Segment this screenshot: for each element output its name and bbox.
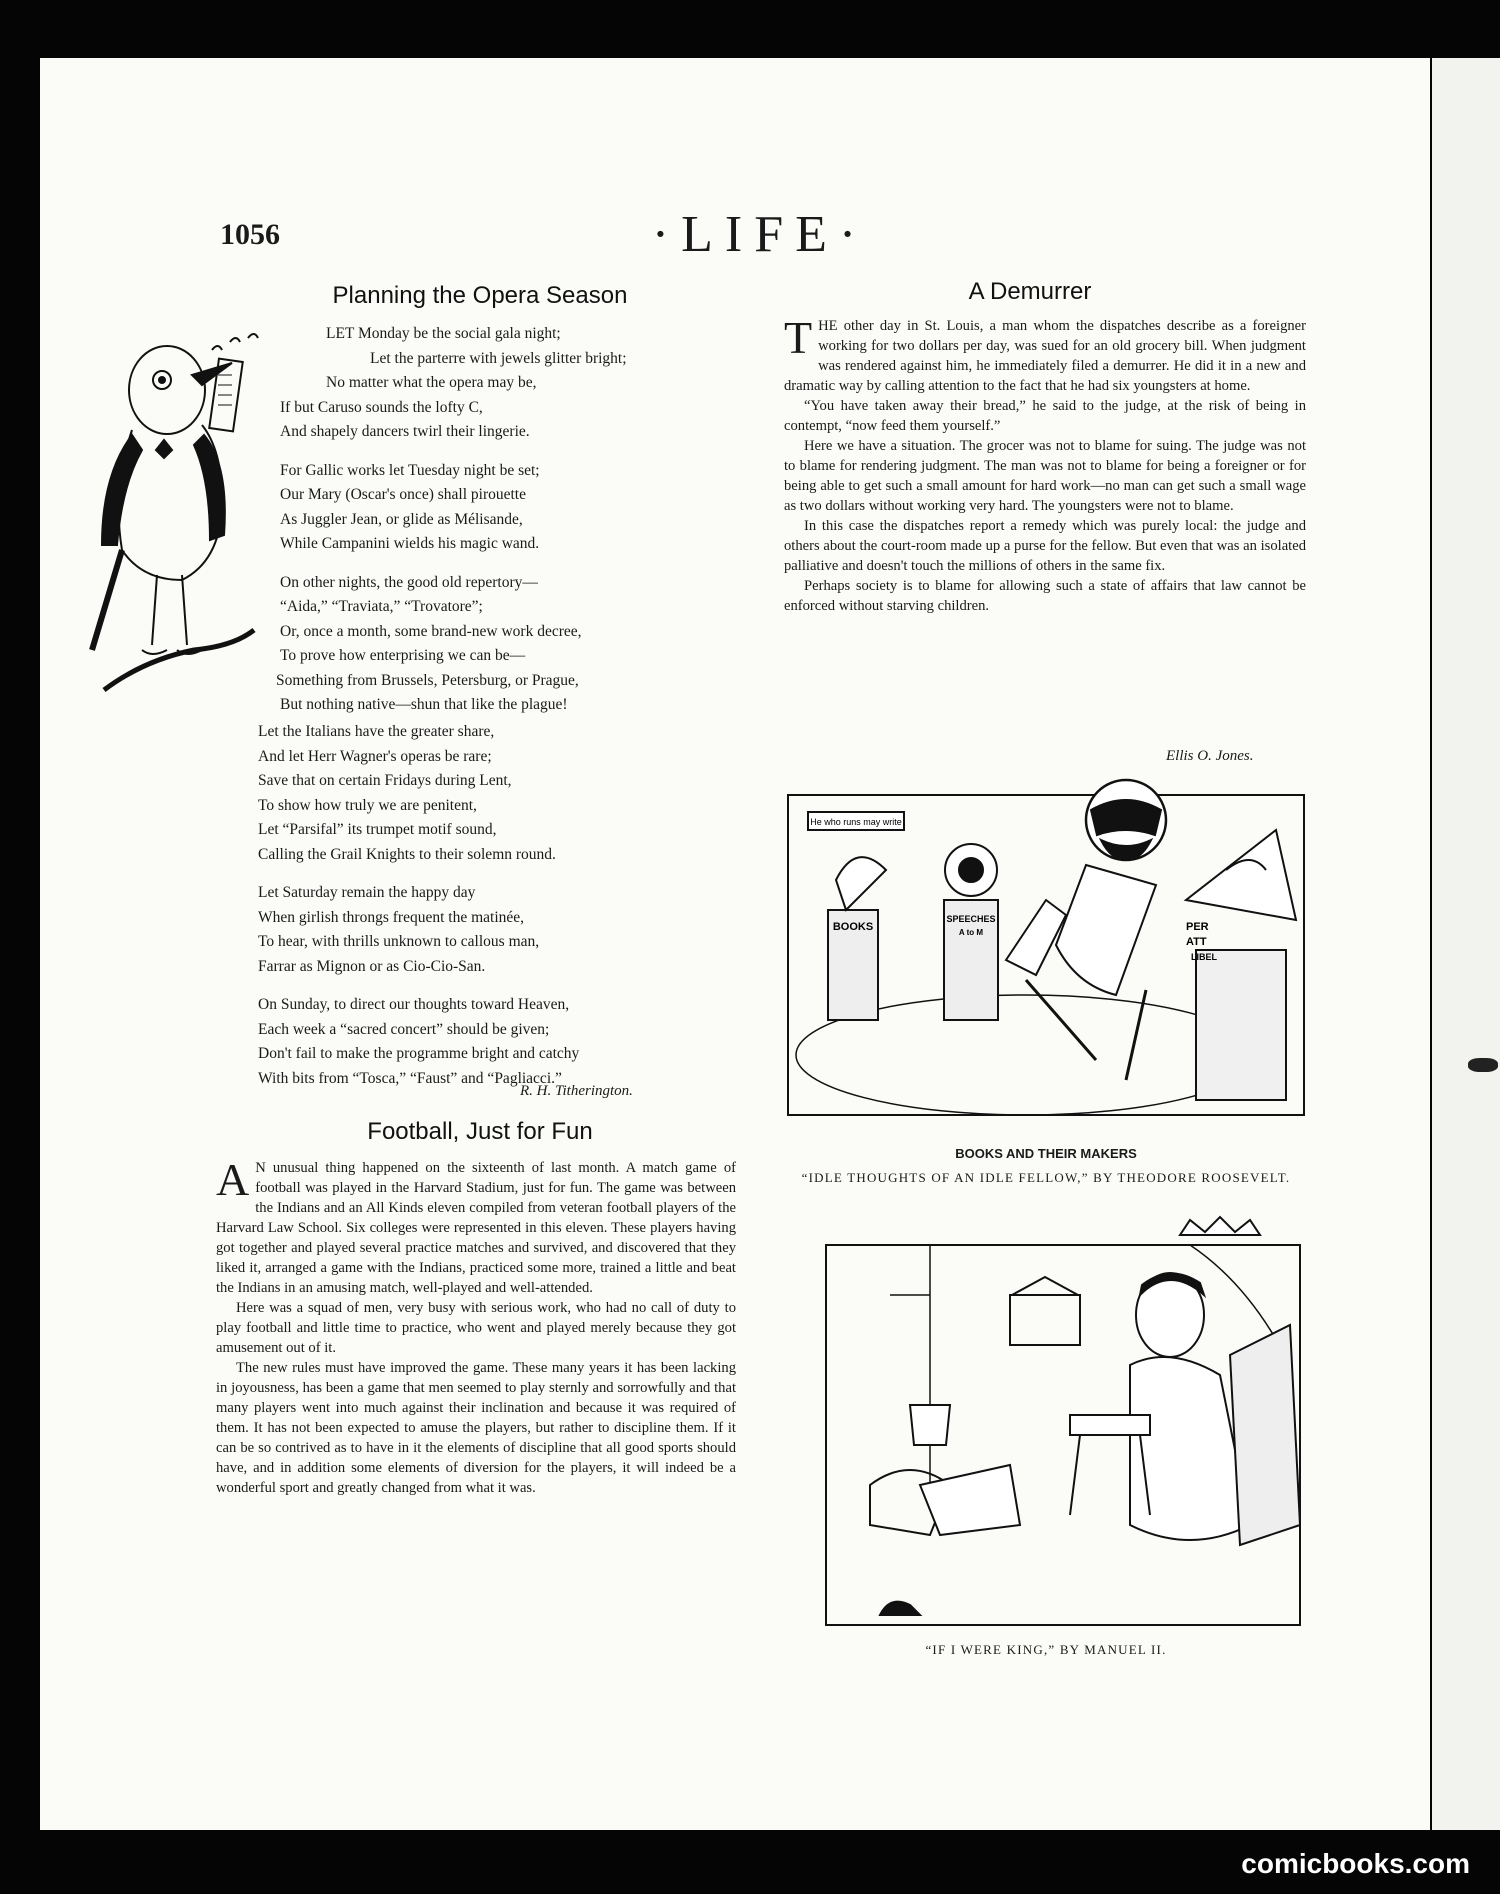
poem-line: On Sunday, to direct our thoughts toward Heaven,: [258, 996, 570, 1013]
poem-line: While Campanini wields his magic wand.: [280, 535, 540, 552]
books-cartoon-illustration: [786, 770, 1306, 1120]
speeches-label: SPEECHES: [946, 914, 996, 924]
poem-line: Let the parterre with jewels glitter bright;: [370, 349, 627, 367]
demurrer-paragraph: THE other day in St. Louis, a man whom the dispatches describe as a foreigner working for two dollars per day, was sued for an old grocery bill. When judgment was rendered against him, he immediately filed a demurrer. He did it in a new and dramatic way by calling attention to the fact that he had six youngsters at home.: [784, 312, 1306, 394]
masthead: ·LIFE·: [651, 206, 869, 263]
demurrer-paragraph: In this case the dispatches report a remedy which was purely local: the judge and others about the court-room made up a purse for the fellow. But even that was an isolated palliative and doesn't touch the millions of others in the same fix.: [784, 518, 1306, 574]
poem-line: Let the Italians have the greater share,: [258, 723, 495, 740]
poem-line: As Juggler Jean, or glide as Mélisande,: [280, 510, 523, 528]
poem-line: And shapely dancers twirl their lingerie.: [280, 423, 530, 440]
poem-line: “Aida,” “Traviata,” “Trovatore”;: [280, 598, 483, 615]
poem-title: Planning the Opera Season: [332, 282, 628, 309]
poem-line: With bits from “Tosca,” “Faust” and “Pagliacci.”: [258, 1069, 562, 1087]
poem-line: Something from Brussels, Petersburg, or Prague,: [276, 671, 579, 689]
per-label: PER: [1186, 921, 1209, 933]
poem-line: Or, once a month, some brand-new work decree,: [280, 622, 582, 640]
poem-line: For Gallic works let Tuesday night be set;: [280, 461, 540, 479]
next-page-edge: [1432, 58, 1500, 1830]
poem-line: LET Monday be the social gala night;: [326, 325, 561, 342]
cartoon2-caption: “IF I WERE KING,” BY MANUEL II.: [925, 1642, 1167, 1657]
drop-cap: A: [216, 1154, 250, 1205]
demurrer-paragraph: Perhaps society is to blame for allowing such a state of affairs that law cannot be enforced without starving children.: [784, 578, 1306, 614]
poem-line: To hear, with thrills unknown to callous man,: [258, 933, 540, 950]
att-label: ATT: [1186, 936, 1207, 948]
cartoon1-title: BOOKS AND THEIR MAKERS: [955, 1146, 1137, 1161]
demurrer-paragraph: “You have taken away their bread,” he said to the judge, at the risk of being in contempt, “now feed them yourself.”: [784, 398, 1306, 434]
poem-body: [270, 322, 627, 732]
poem-line: To show how truly we are penitent,: [258, 796, 477, 814]
poem-line: And let Herr Wagner's operas be rare;: [258, 747, 492, 765]
football-title: Football, Just for Fun: [367, 1118, 593, 1145]
bird-conductor-illustration: [82, 320, 272, 710]
poem-stanza: [270, 571, 627, 718]
poem-stanza: [270, 322, 627, 445]
books-label: BOOKS: [832, 921, 874, 933]
poem-line: No matter what the opera may be,: [326, 374, 537, 391]
poem-stanza: [258, 720, 579, 867]
drop-cap: T: [784, 312, 813, 363]
watermark: comicbooks.com: [1241, 1848, 1470, 1879]
poem-line: Let “Parsifal” its trumpet motif sound,: [258, 821, 497, 838]
football-paragraph: A N unusual thing happened on the sixteenth of last month. A match game of football was played in the Harvard Stadium, just for fun. The game was between the Indians and an All Kinds eleven compiled from veteran football players of the Harvard Law School. Six colleges were represented in this eleven. These players having got together and played several practice matches and survived, and discovered that they liked it, arranged a game with the Indians, practiced some more, trained a little and beat the Indians in an amusing match, well-played and well-attended.: [216, 1154, 736, 1296]
poem-line: But nothing native—shun that like the plague!: [280, 696, 568, 713]
poem-line: On other nights, the good old repertory—: [280, 573, 538, 591]
poem-line: Our Mary (Oscar's once) shall pirouette: [280, 486, 526, 503]
poem-line: When girlish throngs frequent the matinée,: [258, 908, 525, 926]
poem-line: If but Caruso sounds the lofty C,: [280, 398, 483, 416]
football-paragraph: The new rules must have improved the game. These many years it has been lacking in joyousness, has been a game that men seemed to play sternly and sorrowfully and that many players went into much against their inclination and because it was required of them. It has not been expected to amuse the players, but rather to discipline them. If it can be so contrived as to have in it the elements of discipline that all good sports should have, and in addition some elements of diversion for the players, it will indeed be a wonderful sport and greatly changed from what it was.: [216, 1360, 736, 1496]
speeches-sub-label: A to M: [958, 928, 984, 937]
king-cartoon-illustration: [790, 1215, 1310, 1635]
football-article: [216, 1154, 736, 1498]
libel-label: LIBEL: [1191, 952, 1217, 962]
poem-line: To prove how enterprising we can be—: [280, 647, 526, 664]
poem-stanza: [258, 993, 579, 1091]
poem-body-continued: [258, 720, 579, 1105]
demurrer-title: A Demurrer: [968, 278, 1092, 305]
poem-stanza: [258, 881, 579, 979]
poem-line: Farrar as Mignon or as Cio-Cio-San.: [258, 957, 486, 975]
poem-line: Calling the Grail Knights to their solemn round.: [258, 845, 556, 863]
demurrer-article: [784, 312, 1306, 616]
poem-stanza: [270, 459, 627, 557]
demurrer-author: Ellis O. Jones.: [1166, 748, 1254, 764]
poem-author: R. H. Titherington.: [520, 1083, 633, 1099]
ink-blot: [1468, 1058, 1498, 1072]
poem-line: Each week a “sacred concert” should be given;: [258, 1020, 550, 1038]
poem-line: Let Saturday remain the happy day: [258, 884, 476, 901]
football-paragraph: Here was a squad of men, very busy with serious work, who had no call of duty to play football and little time to practice, who went and played merely because they got amusement out of it.: [216, 1300, 736, 1356]
poem-line: Don't fail to make the programme bright and catchy: [258, 1045, 580, 1062]
cartoon1-caption: “IDLE THOUGHTS OF AN IDLE FELLOW,” BY THEODORE ROOSEVELT.: [801, 1170, 1291, 1185]
cartoon-sign-text: He who runs may write: [810, 817, 902, 827]
demurrer-paragraph: Here we have a situation. The grocer was not to blame for suing. The judge was not to blame for rendering judgment. The man was not to blame for being a foreigner or for being able to get such a small amount for hard work—no man can get such a small wage as two dollars without working very hard. The youngsters were not to blame.: [784, 438, 1306, 514]
poem-line: Save that on certain Fridays during Lent,: [258, 772, 512, 789]
page-number: 1056: [220, 218, 280, 251]
